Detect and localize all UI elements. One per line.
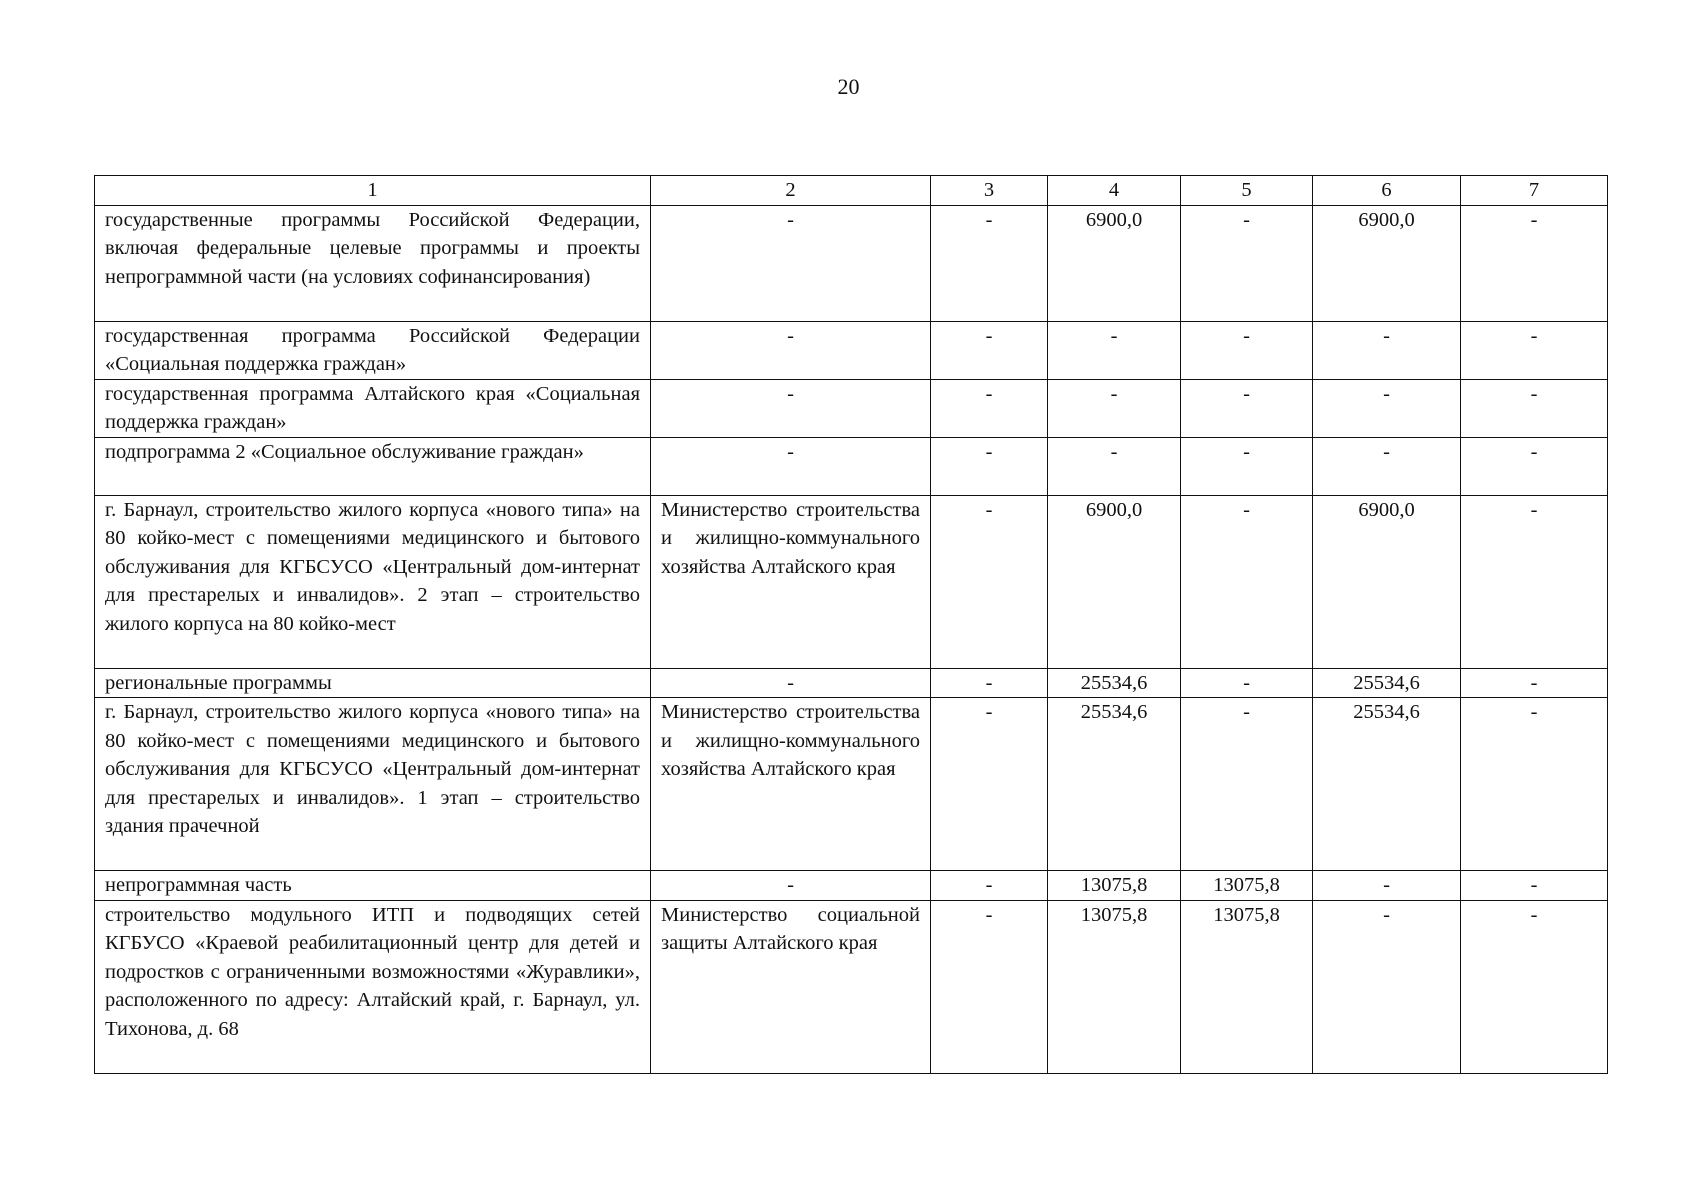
row-col6: 6900,0 (1313, 205, 1461, 321)
table-row (95, 871, 1608, 901)
row-col5: - (1181, 698, 1313, 871)
row-col4: - (1048, 379, 1181, 437)
row-description: г. Барнаул, строительство жилого корпуса «нового типа» на 80 койко-мест с помещениями медицинского и бытового обслуживания для КГБСУСО «Центральный дом-интернат для престарелых и инвалидов». 2 этап – строительство жилого корпуса на 80 койко-мест (95, 495, 651, 668)
column-header: 3 (931, 176, 1048, 206)
row-col7: - (1461, 205, 1608, 321)
column-header: 7 (1461, 176, 1608, 206)
table-row (95, 205, 1608, 321)
row-col5: - (1181, 205, 1313, 321)
table-header-row (95, 176, 1608, 206)
column-header: 5 (1181, 176, 1313, 206)
row-col7: - (1461, 321, 1608, 379)
budget-table (94, 175, 1608, 1074)
row-description: подпрограмма 2 «Социальное обслуживание граждан» (95, 437, 651, 495)
row-col6: - (1313, 321, 1461, 379)
row-col3: - (931, 205, 1048, 321)
row-col4: 6900,0 (1048, 205, 1181, 321)
table-row (95, 321, 1608, 379)
row-col3: - (931, 871, 1048, 901)
row-col6: - (1313, 871, 1461, 901)
row-col3: - (931, 900, 1048, 1073)
row-description: г. Барнаул, строительство жилого корпуса «нового типа» на 80 койко-мест с помещениями медицинского и бытового обслуживания для КГБСУСО «Центральный дом-интернат для престарелых и инвалидов». 1 этап – строительство здания прачечной (95, 698, 651, 871)
row-executor: - (651, 321, 931, 379)
table-row (95, 668, 1608, 698)
row-col6: - (1313, 900, 1461, 1073)
row-executor: Министерство социальной защиты Алтайского края (651, 900, 931, 1073)
row-description: государственные программы Российской Федерации, включая федеральные целевые программы и проекты непрограммной части (на условиях софинансирования) (95, 205, 651, 321)
row-col7: - (1461, 900, 1608, 1073)
row-col3: - (931, 437, 1048, 495)
row-executor: Министерство строительства и жилищно-коммунального хозяйства Алтайского края (651, 698, 931, 871)
row-col3: - (931, 379, 1048, 437)
row-executor: - (651, 379, 931, 437)
column-header: 6 (1313, 176, 1461, 206)
row-description: государственная программа Алтайского края «Социальная поддержка граждан» (95, 379, 651, 437)
row-col4: - (1048, 321, 1181, 379)
table-row (95, 437, 1608, 495)
row-col6: 6900,0 (1313, 495, 1461, 668)
table-row (95, 495, 1608, 668)
row-description: строительство модульного ИТП и подводящих сетей КГБУСО «Краевой реабилитационный центр для детей и подростков с ограниченными возможностями «Журавлики», расположенного по адресу: Алтайский край, г. Барнаул, ул. Тихонова, д. 68 (95, 900, 651, 1073)
row-col3: - (931, 698, 1048, 871)
row-col7: - (1461, 698, 1608, 871)
column-header: 2 (651, 176, 931, 206)
row-col6: - (1313, 379, 1461, 437)
column-header: 1 (95, 176, 651, 206)
column-header: 4 (1048, 176, 1181, 206)
table-row (95, 698, 1608, 871)
row-description: региональные программы (95, 668, 651, 698)
table-row (95, 900, 1608, 1073)
row-col7: - (1461, 871, 1608, 901)
row-col6: 25534,6 (1313, 668, 1461, 698)
row-executor: Министерство строительства и жилищно-коммунального хозяйства Алтайского края (651, 495, 931, 668)
row-col6: 25534,6 (1313, 698, 1461, 871)
row-col5: - (1181, 379, 1313, 437)
row-col4: 6900,0 (1048, 495, 1181, 668)
row-col7: - (1461, 495, 1608, 668)
row-col4: - (1048, 437, 1181, 495)
row-col4: 25534,6 (1048, 698, 1181, 871)
row-executor: - (651, 871, 931, 901)
row-description: государственная программа Российской Федерации «Социальная поддержка граждан» (95, 321, 651, 379)
row-col5: 13075,8 (1181, 871, 1313, 901)
row-col4: 13075,8 (1048, 900, 1181, 1073)
row-col7: - (1461, 437, 1608, 495)
row-col7: - (1461, 668, 1608, 698)
row-col7: - (1461, 379, 1608, 437)
row-col5: 13075,8 (1181, 900, 1313, 1073)
row-col3: - (931, 495, 1048, 668)
row-col5: - (1181, 495, 1313, 668)
row-col4: 25534,6 (1048, 668, 1181, 698)
row-col5: - (1181, 668, 1313, 698)
page-number: 20 (837, 74, 860, 99)
row-col3: - (931, 668, 1048, 698)
row-executor: - (651, 205, 931, 321)
row-executor: - (651, 668, 931, 698)
row-col5: - (1181, 437, 1313, 495)
row-col3: - (931, 321, 1048, 379)
row-description: непрограммная часть (95, 871, 651, 901)
row-col5: - (1181, 321, 1313, 379)
row-col4: 13075,8 (1048, 871, 1181, 901)
row-col6: - (1313, 437, 1461, 495)
row-executor: - (651, 437, 931, 495)
table-row (95, 379, 1608, 437)
